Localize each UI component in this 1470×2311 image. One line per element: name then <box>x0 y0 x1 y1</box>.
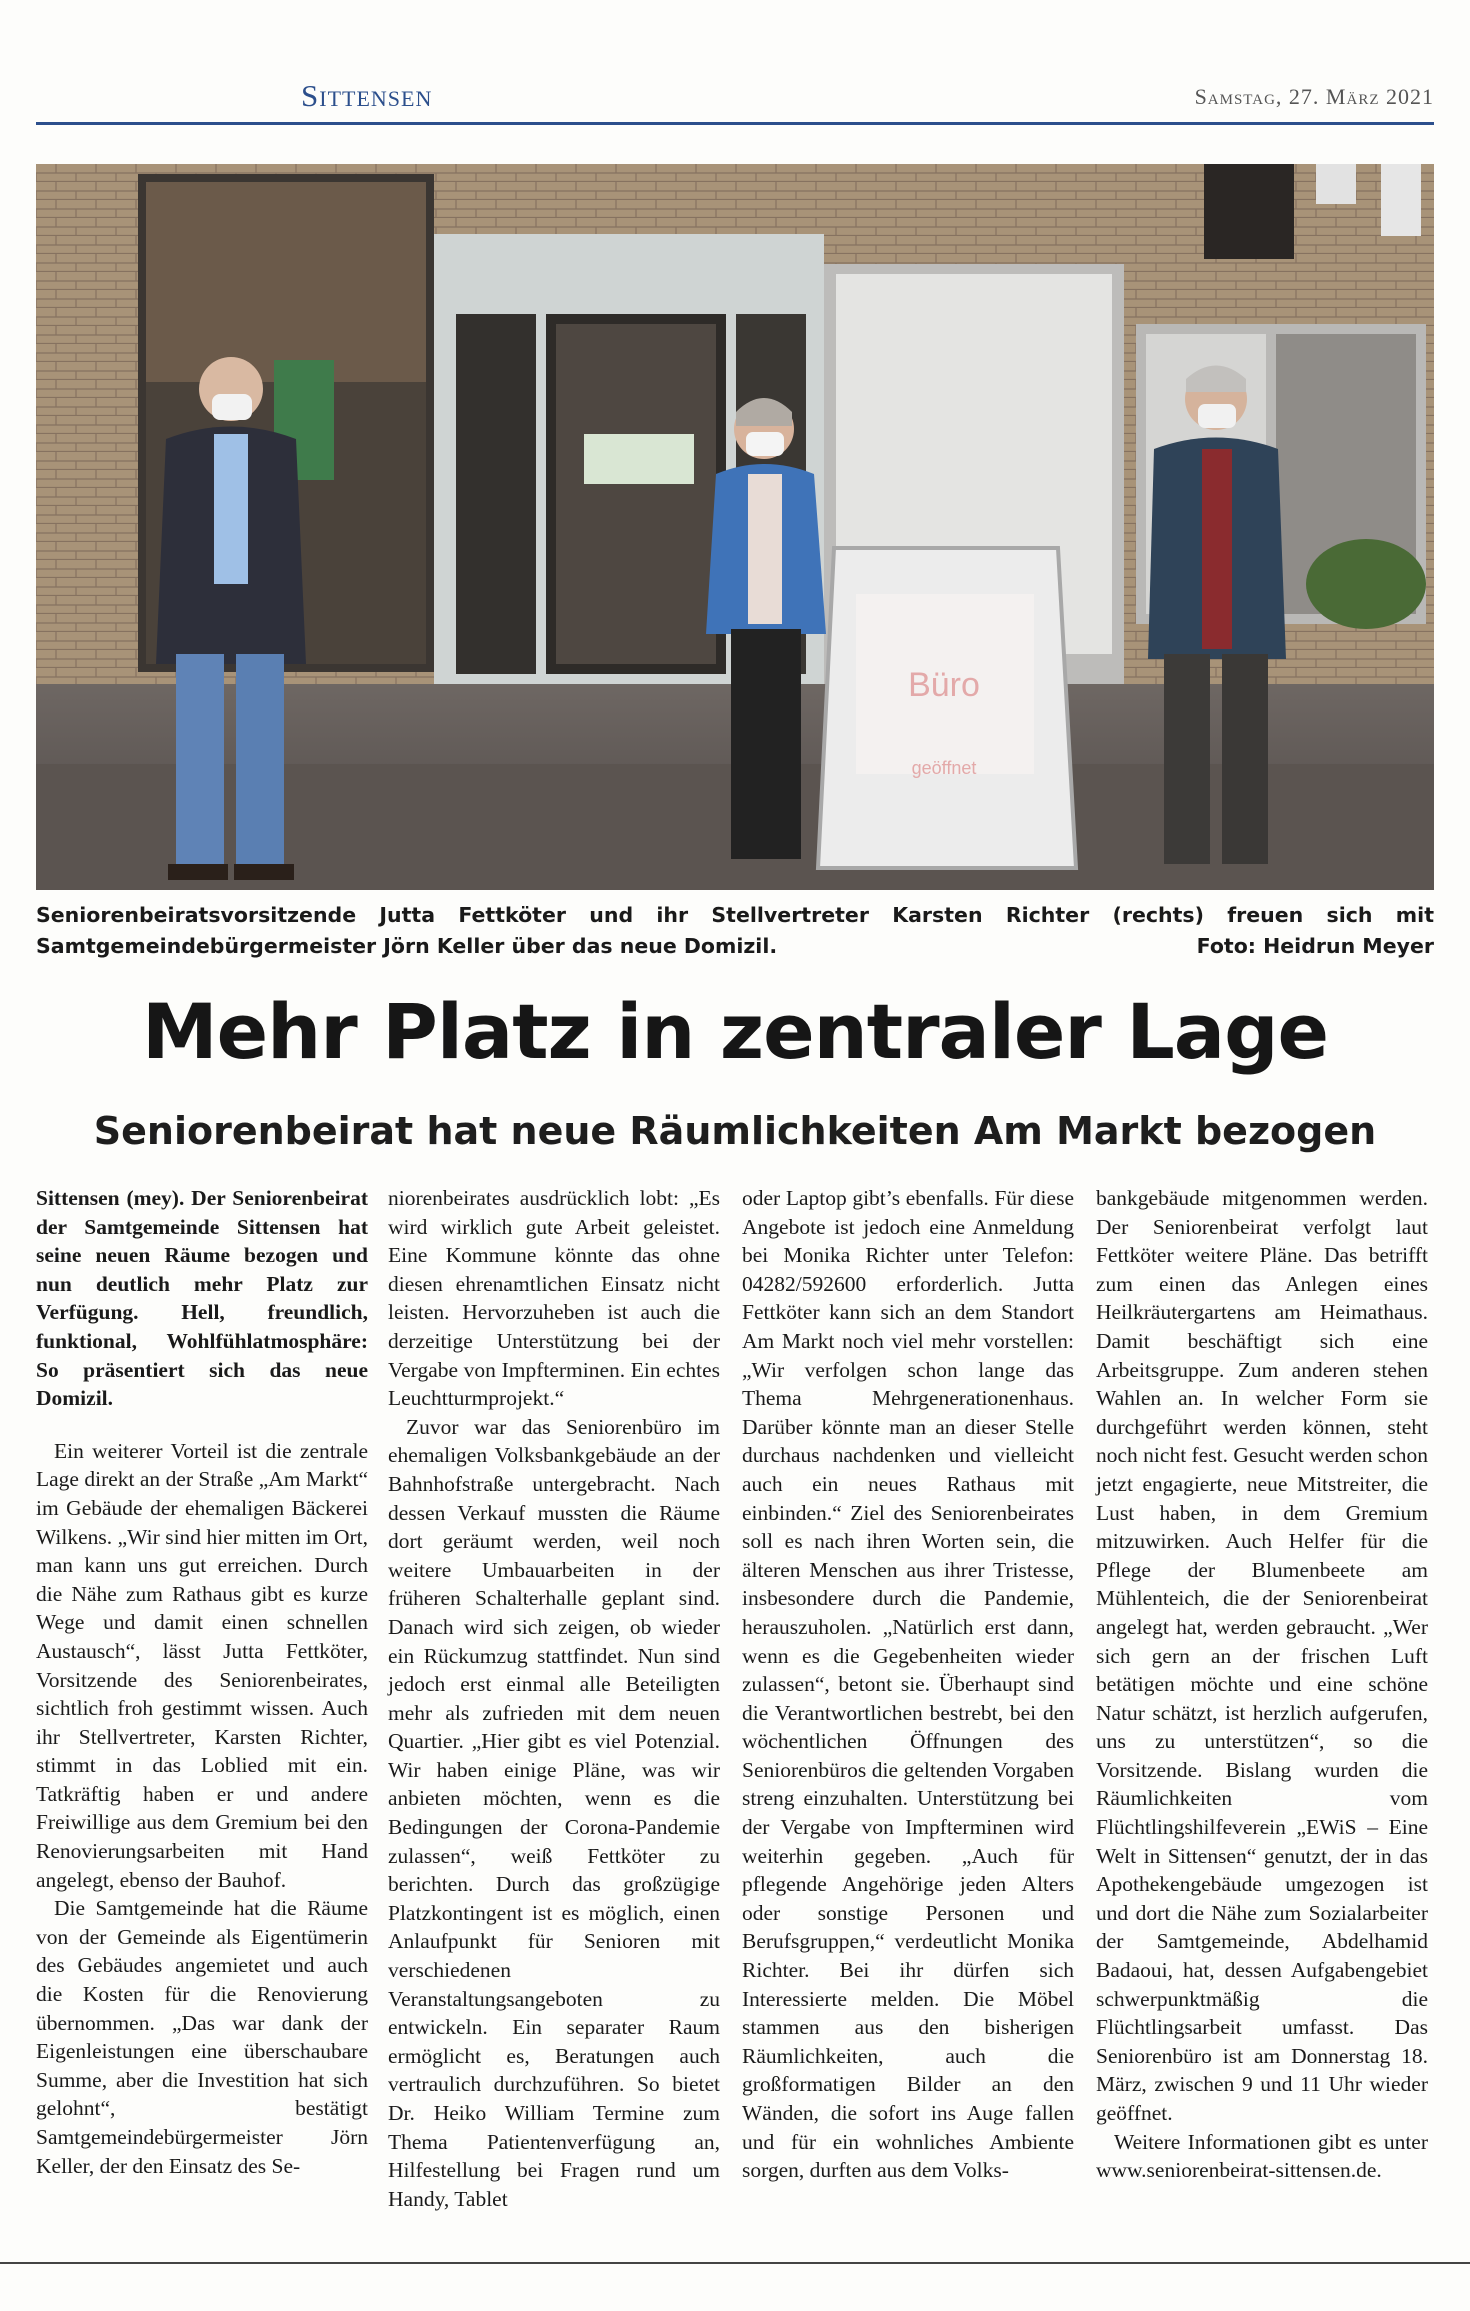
page-bottom-rule <box>0 2262 1470 2264</box>
lead-paragraph: Sittensen (mey). Der Seniorenbeirat der Samtgemeinde Sittensen hat seine neuen Räume bezogen und nun deutlich mehr Platz zur Verfügung. Hell, freundlich, funktional, Wohlfühlatmosphäre: So präsentiert sich das neue Domizil. <box>36 1186 368 1411</box>
caption-text: Seniorenbeiratsvorsitzende Jutta Fettköter und ihr Stellvertreter Karsten Richter (rechts) freuen sich mit Samtgemeindebürgermeister Jörn Keller über das neue Domizil. <box>36 903 1434 958</box>
article-column-3 <box>742 1184 1074 2185</box>
photo-caption <box>36 900 1434 962</box>
article-column-4 <box>1096 1184 1428 2185</box>
article-column-2 <box>388 1184 720 2213</box>
sign-subtitle: geöffnet <box>911 758 977 778</box>
body-paragraph: Weitere Informationen gibt es unter www.seniorenbeirat-sittensen.de. <box>1096 2129 1428 2183</box>
subheadline: Seniorenbeirat hat neue Räumlichkeiten Am Markt bezogen <box>93 1109 1377 1153</box>
headline: Mehr Platz in zentraler Lage <box>141 987 1329 1076</box>
section-title: Sittensen <box>301 78 433 113</box>
body-paragraph: niorenbeirates ausdrücklich lobt: „Es wird wirklich gute Arbeit geleistet. Eine Kommune könnte das ohne diesen ehrenamtlichen Einsatz nicht leisten. Hervorzuheben ist auch die derzeitige Unterstützung bei der Vergabe von Impfterminen. Ein echtes Leuchtturmprojekt.“ <box>388 1186 720 1411</box>
article-photo <box>36 164 1434 890</box>
body-paragraph: Die Samtgemeinde hat die Räume von der Gemeinde als Eigentümerin des Gebäudes angemietet und auch die Kosten für die Renovierung übernommen. „Das war dank der Eigenleistungen eine überschaubare Summe, aber die Investition hat sich gelohnt“, bestätigt Samtgemeindebürgermeister Jörn Keller, der den Einsatz des Se- <box>36 1896 368 2178</box>
body-paragraph: oder Laptop gibt’s ebenfalls. Für diese Angebote ist jedoch eine Anmeldung bei Monika Richter unter Telefon: 04282/592600 erforderlich. Jutta Fettköter kann sich an dem Standort Am Markt noch viel mehr vorstellen: „Wir verfolgen schon lange das Thema Mehrgenerationenhaus. Darüber könnte man an dieser Stelle durchaus nachdenken und vielleicht auch ein neues Rathaus mit einbinden.“ Ziel des Seniorenbeirates soll es nach ihren Worten sein, die älteren Menschen aus ihrer Tristesse, insbesondere durch die Pandemie, herauszuholen. „Natürlich erst dann, wenn es die Gegebenheiten wieder zulassen“, betont sie. Überhaupt sind die Verantwortlichen bestrebt, bei den wöchentlichen Öffnungen des Seniorenbüros die geltenden Vorgaben streng einzuhalten. Unterstützung bei der Vergabe von Impfterminen wird weiterhin gegeben. „Auch für pflegende Angehörige jeden Alters oder sonstige Personen und Berufsgruppen,“ verdeutlicht Monika Richter. Bei ihr dürfen sich Interessierte melden. Die Möbel stammen aus den bisherigen Räumlichkeiten, auch die großformatigen Bilder an den Wänden, die sofort ins Auge fallen und für ein wohnliches Ambiente sorgen, durften aus dem Volks- <box>742 1186 1074 2183</box>
article-column-1 <box>36 1184 368 2180</box>
masthead <box>36 70 1434 125</box>
body-paragraph: Zuvor war das Seniorenbüro im ehemaligen Volksbankgebäude an der Bahnhofstraße untergebracht. Nach dessen Verkauf mussten die Räume dort geräumt werden, weil noch weitere Umbauarbeiten in der früheren Schalterhalle geplant sind. Danach wird sich zeigen, ob wieder ein Rückumzug stattfindet. Nun sind jedoch erst einmal alle Beteiligten mehr als zufrieden mit dem neuen Quartier. „Hier gibt es viel Potenzial. Wir haben einige Pläne, was wir anbieten möchten, wenn es die Bedingungen der Corona-Pandemie zulassen“, weiß Fettköter zu berichten. Durch das großzügige Platzkontingent ist es möglich, einen Anlaufpunkt für Senioren mit verschiedenen Veranstaltungsangeboten zu entwickeln. Ein separater Raum ermöglicht es, Beratungen auch vertraulich durchzuführen. So bietet Dr. Heiko William Termine zum Thema Patientenverfügung an, Hilfestellung bei Fragen rund um Handy, Tablet <box>388 1414 720 2211</box>
issue-date: Samstag, 27. März 2021 <box>1194 84 1434 109</box>
body-paragraph: Ein weiterer Vorteil ist die zentrale Lage direkt an der Straße „Am Markt“ im Gebäude der ehemaligen Bäckerei Wilkens. „Wir sind hier mitten im Ort, man kann uns gut erreichen. Durch die Nähe zum Rathaus gibt es kurze Wege und damit einen schnellen Austausch“, lässt Jutta Fettköter, Vorsitzende des Seniorenbeirates, sichtlich froh gestimmt wissen. Auch ihr Stellvertreter, Karsten Richter, stimmt in das Loblied mit ein. Tatkräftig haben er und andere Freiwillige aus dem Gremium bei den Renovierungsarbeiten mit Hand angelegt, ebenso der Bauhof. <box>36 1438 368 1892</box>
photo-credit: Foto: Heidrun Meyer <box>1196 934 1434 958</box>
sign-title: Büro <box>908 666 980 704</box>
body-paragraph: bankgebäude mitgenommen werden. Der Seniorenbeirat verfolgt laut Fettköter weitere Pläne. Das betrifft zum einen das Anlegen eines Heilkräutergartens am Heimathaus. Damit beschäftigt sich eine Arbeitsgruppe. Zum anderen stehen Wahlen an. In welcher Form sie durchgeführt werden können, steht noch nicht fest. Gesucht werden schon jetzt engagierte, neue Mitstreiter, die Lust haben, in dem Gremium mitzuwirken. Auch Helfer für die Pflege der Blumenbeete am Mühlenteich, die der Seniorenbeirat angelegt hat, werden gebraucht. „Wer sich gern an der frischen Luft betätigen möchte und eine schöne Natur schätzt, ist herzlich aufgerufen, uns zu unterstützen“, so die Vorsitzende. Bislang wurden die Räumlichkeiten vom Flüchtlingshilfeverein „EWiS – Eine Welt in Sittensen“ genutzt, der in das Apothekengebäude umgezogen ist und dort die Nähe zum Sozialarbeiter der Samtgemeinde, Abdelhamid Badaoui, hat, dessen Aufgabengebiet schwerpunktmäßig die Flüchtlingsarbeit umfasst. Das Seniorenbüro ist am Donnerstag 18. März, zwischen 9 und 11 Uhr wieder geöffnet. <box>1096 1186 1428 2125</box>
